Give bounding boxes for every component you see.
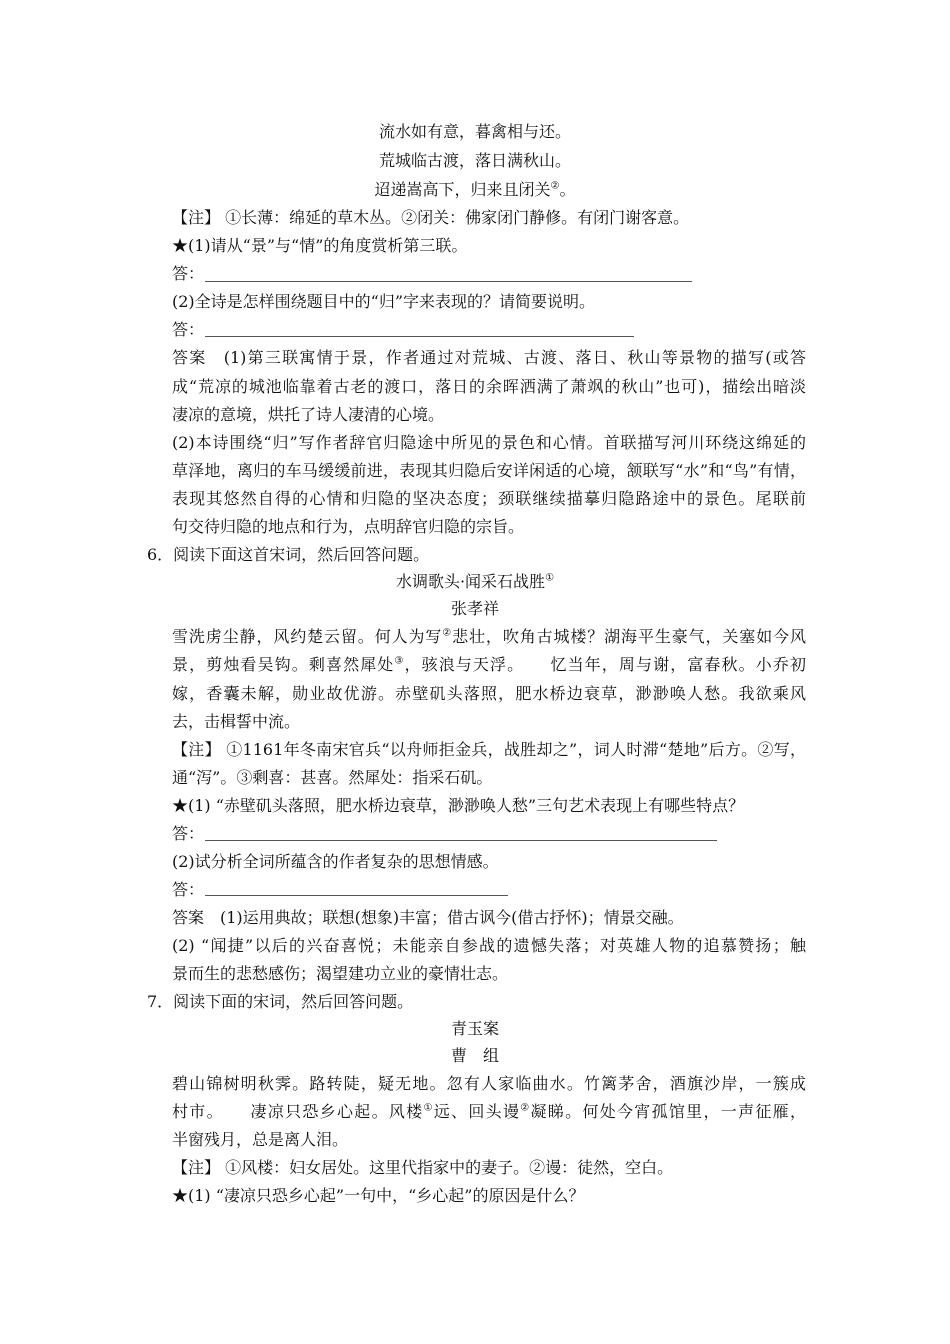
answer-blank[interactable] <box>205 895 508 896</box>
q7-stem: 7．阅读下面的宋词，然后回答问题。 <box>147 992 414 1011</box>
ci-line: 半窗残月，总是离人泪。 <box>172 1130 349 1149</box>
answer-line: 景而生的悲愁感伤；渴望建功立业的豪情壮志。 <box>172 964 509 983</box>
ci-note: 【注】 ①1161年冬南宋官兵“以舟师拒金兵，战胜却之”，词人时滞“楚地”后方。②写， <box>172 740 806 759</box>
ci-line: 景，剪烛看吴钩。剩喜然犀处③，骇浪与天浮。 忆当年，周与谢，富春秋。小乔初 <box>172 655 806 674</box>
ci-author: 张孝祥 <box>450 599 499 618</box>
answer-line: (2) “闻捷”以后的兴奋喜悦；未能亲自参战的遗憾失落；对英雄人物的追慕赞扬；触 <box>172 936 806 955</box>
q7-sub-question-1: ★(1) “凄凉只恐乡心起”一句中，“乡心起”的原因是什么？ <box>172 1186 585 1205</box>
answer-blank[interactable] <box>205 281 692 282</box>
q6-sub-question-2: (2)试分析全词所蕴含的作者复杂的思想情感。 <box>172 852 499 871</box>
answer-line: 句交待归隐的地点和行为，点明辞官归隐的宗旨。 <box>172 517 525 536</box>
poem-line-2: 荒城临古渡，落日满秋山。 <box>378 151 571 170</box>
answer-label: 答： <box>172 264 205 283</box>
note-marker: ③ <box>394 655 405 667</box>
note-marker: ① <box>423 1102 434 1114</box>
answer-label: 答： <box>172 880 205 899</box>
poem-note: 【注】 ①长薄：绵延的草木丛。②闭关：佛家闭门静修。有闭门谢客意。 <box>172 208 690 227</box>
poem-line-3: 迢递嵩高下，归来且闭关②。 <box>374 180 576 199</box>
ci-line: 村市。 凄凉只恐乡心起。风楼①远、回头谩②凝睇。何处今宵孤馆里，一声征雁， <box>172 1102 806 1121</box>
ci-note: 【注】 ①风楼：妇女居处。这里代指家中的妻子。②谩：徒然，空白。 <box>172 1158 674 1177</box>
poem-line-1: 流水如有意，暮禽相与还。 <box>378 122 571 141</box>
answer-line: 成“荒凉的城池临靠着古老的渡口，落日的余晖洒满了萧飒的秋山”也可)，描绘出暗淡 <box>172 377 806 396</box>
ci-line: 雪洗虏尘静，风约楚云留。何人为写②悲壮，吹角古城楼？湖海平生豪气，关塞如今风 <box>172 627 806 646</box>
ci-line: 碧山锦树明秋霁。路转陡，疑无地。忽有人家临曲水。竹篱茅舍，酒旗沙岸，一簇成 <box>172 1074 806 1093</box>
note-marker: ② <box>550 180 560 192</box>
note-marker: ② <box>520 1102 531 1114</box>
answer-line: 表现其悠然自得的心情和归隐的坚决态度；颈联继续描摹归隐路途中的景色。尾联前 <box>172 489 806 508</box>
q6-sub-question-1: ★(1) “赤壁矶头落照，肥水桥边衰草，渺渺唤人愁”三句艺术表现上有哪些特点？ <box>172 796 745 815</box>
answer-label: 答： <box>172 320 205 339</box>
answer-line: 答案 (1)运用典故；联想(想象)丰富；借古讽今(借古抒怀)；情景交融。 <box>172 908 684 927</box>
ci-title: 水调歌头·闻采石战胜① <box>395 572 555 591</box>
ci-line: 嫁，香囊未解，勋业故优游。赤壁矶头落照，肥水桥边衰草，渺渺唤人愁。我欲乘风 <box>172 684 806 703</box>
answer-label: 答： <box>172 824 205 843</box>
answer-blank[interactable] <box>205 840 717 841</box>
ci-note: 通“泻”。③剩喜：甚喜。然犀处：指采石矶。 <box>172 768 493 787</box>
q5-sub-question-2: (2)全诗是怎样围绕题目中的“归”字来表现的？请简要说明。 <box>172 292 596 311</box>
q6-stem: 6．阅读下面这首宋词，然后回答问题。 <box>147 545 430 564</box>
note-marker: ① <box>545 572 555 584</box>
answer-line: 答案 (1)第三联寓情于景，作者通过对荒城、古渡、落日、秋山等景物的描写(或答 <box>172 348 806 367</box>
q5-sub-question-1: ★(1)请从“景”与“情”的角度赏析第三联。 <box>172 236 468 255</box>
ci-author: 曹 组 <box>450 1046 499 1065</box>
answer-line: (2)本诗围绕“归”写作者辞官归隐途中所见的景色和心情。首联描写河川环绕这绵延的 <box>172 433 806 452</box>
note-marker: ② <box>442 627 453 639</box>
answer-blank[interactable] <box>205 336 634 337</box>
ci-title: 青玉案 <box>450 1019 499 1038</box>
ci-line: 去，击楫誓中流。 <box>172 712 301 731</box>
answer-line: 凄凉的意境，烘托了诗人凄清的心境。 <box>172 405 445 424</box>
answer-line: 草泽地，离归的车马缓缓前进，表现其归隐后安详闲适的心境，颔联写“水”和“鸟”有情， <box>172 461 806 480</box>
